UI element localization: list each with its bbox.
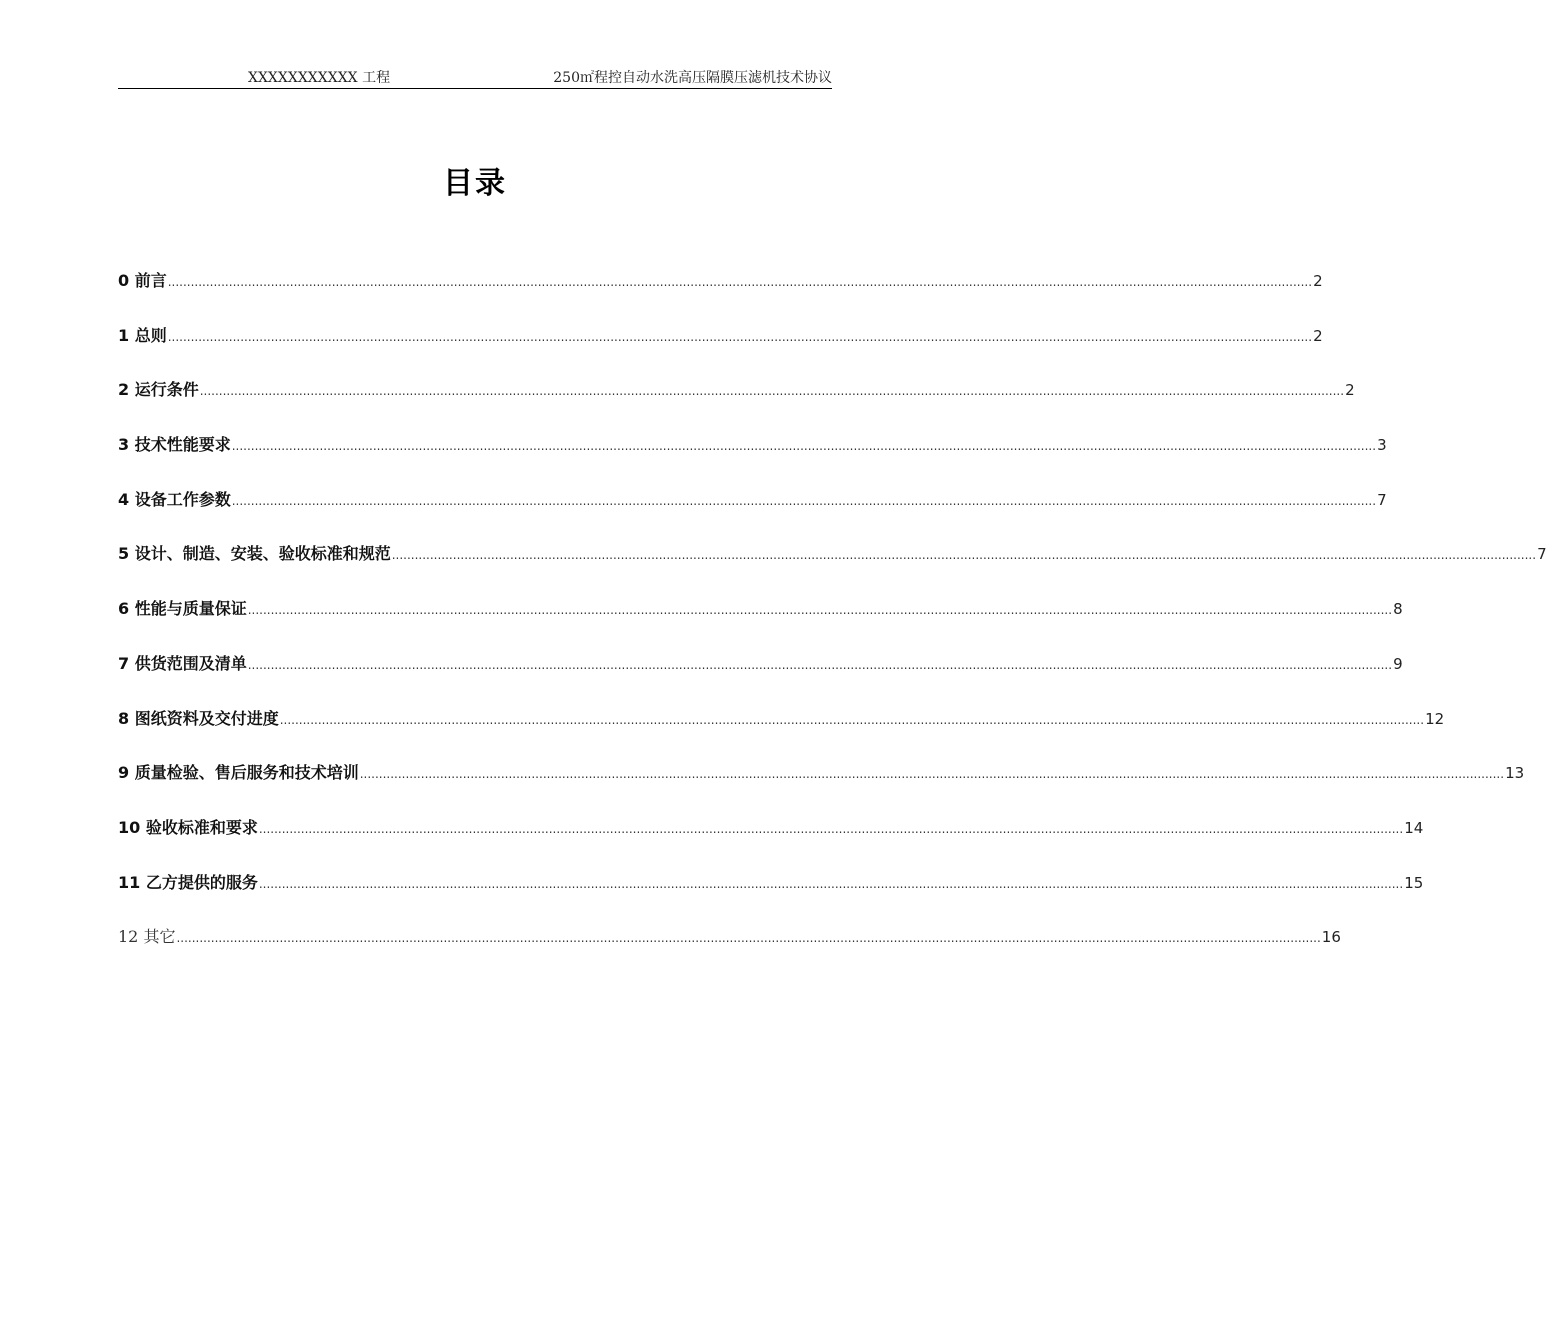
page-header (118, 64, 832, 89)
toc-entry-label: 1 总则 (118, 325, 167, 345)
toc-entry-page: 2 (1345, 381, 1355, 400)
toc-entry-label: 0 前言 (118, 271, 167, 290)
toc-leader-dots: ............................................................................................................................................................................................................................................................................................................ (359, 767, 1505, 782)
toc-entry[interactable] (118, 870, 1424, 925)
toc-entry-label: 3 技术性能要求 (118, 435, 231, 455)
page-title: 目录 (443, 166, 507, 201)
toc-entry[interactable] (118, 760, 1525, 815)
header-project-name: XXXXXXXXXXX 工程 (248, 70, 391, 86)
toc-entry-page: 2 (1313, 326, 1323, 345)
toc-entry[interactable] (118, 924, 1341, 979)
toc-entry[interactable] (118, 377, 1355, 432)
toc-entry[interactable] (118, 268, 1323, 323)
toc-leader-dots: ............................................................................................................................................................................................................................................................................................................ (176, 931, 1321, 946)
toc-entry-page: 2 (1313, 272, 1323, 290)
header-document-title: 250㎡程控自动水洗高压隔膜压滤机技术协议 (553, 70, 832, 86)
toc-entry-label: 10 验收标准和要求 (118, 817, 258, 837)
toc-leader-dots: ............................................................................................................................................................................................................................................................................................................ (247, 603, 1393, 618)
toc-entry-page: 3 (1377, 436, 1387, 455)
toc-entry-label: 8 图纸资料及交付进度 (118, 708, 279, 728)
toc-leader-dots: ............................................................................................................................................................................................................................................................................................................ (279, 712, 1425, 727)
toc-leader-dots: ............................................................................................................................................................................................................................................................................................................ (167, 275, 1313, 289)
toc-leader-dots: ............................................................................................................................................................................................................................................................................................................ (258, 821, 1404, 836)
toc-entry-page: 9 (1393, 654, 1403, 673)
toc-entry[interactable] (118, 323, 1323, 378)
toc-entry-page: 7 (1377, 490, 1387, 509)
toc-entry-page: 15 (1404, 873, 1424, 892)
toc-entry[interactable] (118, 651, 1403, 706)
toc-leader-dots: ............................................................................................................................................................................................................................................................................................................ (391, 548, 1537, 563)
toc-entry[interactable] (118, 432, 1387, 487)
toc-entry[interactable] (118, 815, 1424, 870)
toc-entry-label: 12 其它 (118, 927, 176, 947)
toc-entry-page: 16 (1321, 928, 1341, 947)
toc-leader-dots: ............................................................................................................................................................................................................................................................................................................ (199, 384, 1345, 399)
toc-leader-dots: ............................................................................................................................................................................................................................................................................................................ (231, 493, 1377, 508)
toc-entry-page: 7 (1537, 545, 1547, 564)
toc-leader-dots: ............................................................................................................................................................................................................................................................................................................ (167, 329, 1313, 344)
toc-entry-page: 14 (1404, 818, 1424, 837)
table-of-contents (118, 268, 1547, 979)
toc-entry-page: 12 (1425, 709, 1445, 728)
toc-entry-label: 9 质量检验、售后服务和技术培训 (118, 763, 359, 783)
toc-entry-label: 7 供货范围及清单 (118, 653, 247, 673)
toc-entry-label: 4 设备工作参数 (118, 489, 231, 509)
toc-leader-dots: ............................................................................................................................................................................................................................................................................................................ (247, 657, 1393, 672)
toc-entry-label: 11 乙方提供的服务 (118, 872, 258, 892)
toc-entry[interactable] (118, 487, 1387, 542)
toc-entry-label: 2 运行条件 (118, 380, 199, 400)
toc-entry[interactable] (118, 706, 1445, 761)
toc-entry-label: 5 设计、制造、安装、验收标准和规范 (118, 544, 391, 564)
toc-entry[interactable] (118, 541, 1547, 596)
toc-entry[interactable] (118, 596, 1403, 651)
toc-entry-page: 8 (1393, 600, 1403, 619)
toc-leader-dots: ............................................................................................................................................................................................................................................................................................................ (231, 439, 1377, 454)
toc-leader-dots: ............................................................................................................................................................................................................................................................................................................ (258, 876, 1404, 891)
toc-entry-label: 6 性能与质量保证 (118, 599, 247, 619)
toc-entry-page: 13 (1505, 764, 1525, 783)
